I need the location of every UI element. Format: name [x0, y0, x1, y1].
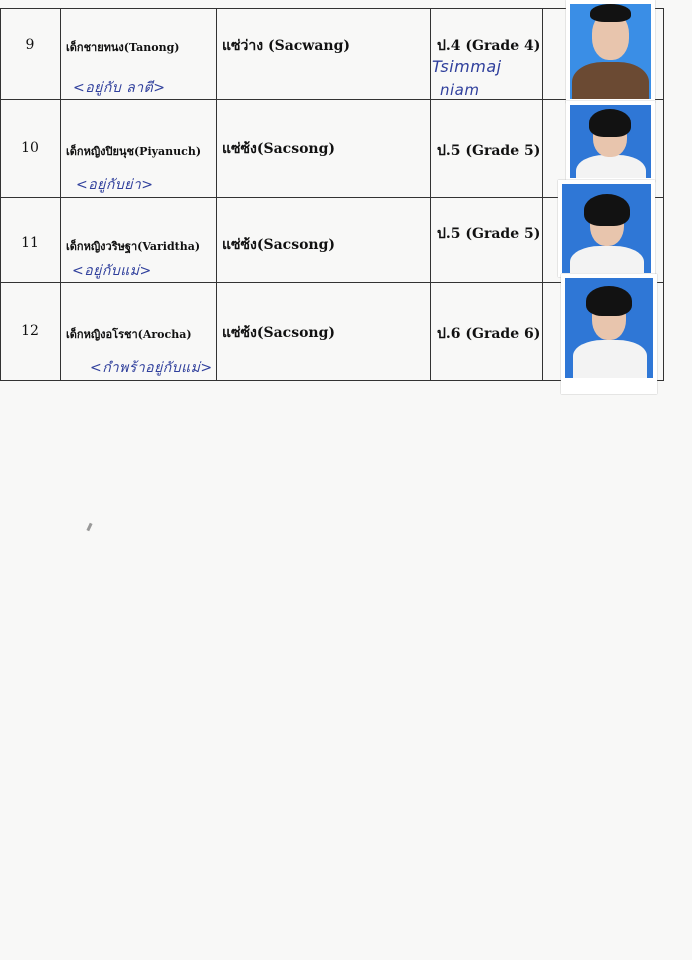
clan-name: แซ่ซ้ง(Sacsong)	[222, 237, 336, 253]
handwritten-note: <อยู่กับย่า>	[76, 177, 154, 193]
student-name: เด็กหญิงวริษฐา(Varidtha)	[66, 240, 201, 253]
grade-level: ป.4 (Grade 4)	[437, 38, 541, 54]
handwritten-grade-note: Tsimmaj	[432, 57, 502, 76]
handwritten-note: <อยู่กับ ลาตี>	[73, 80, 166, 96]
row-number: 9	[25, 37, 35, 53]
student-name: เด็กหญิงปิยนุช(Piyanuch)	[66, 145, 202, 158]
handwritten-grade-note: niam	[440, 81, 480, 99]
row-number: 12	[21, 323, 39, 339]
student-table	[0, 8, 664, 376]
handwritten-note: <กำพร้าอยู่กับแม่>	[90, 360, 213, 376]
student-photo	[558, 180, 655, 277]
student-name: เด็กชายทนง(Tanong)	[66, 41, 180, 54]
handwritten-note: <อยู่กับแม่>	[72, 263, 152, 279]
table-row	[0, 9, 664, 100]
student-photo	[566, 101, 655, 182]
scan-speck	[86, 523, 92, 532]
row-number: 10	[21, 140, 39, 156]
student-photo	[566, 0, 655, 103]
grade-level: ป.5 (Grade 5)	[437, 226, 541, 242]
row-number: 11	[21, 235, 39, 251]
student-photo	[561, 274, 657, 394]
clan-name: แซ่ซ้ง(Sacsong)	[222, 141, 336, 157]
grade-level: ป.6 (Grade 6)	[437, 326, 541, 342]
clan-name: แซ่ซ้ง(Sacsong)	[222, 325, 336, 341]
grade-level: ป.5 (Grade 5)	[437, 143, 541, 159]
student-name: เด็กหญิงอโรชา(Arocha)	[66, 328, 192, 341]
clan-name: แซ่ว่าง (Sacwang)	[222, 38, 351, 54]
